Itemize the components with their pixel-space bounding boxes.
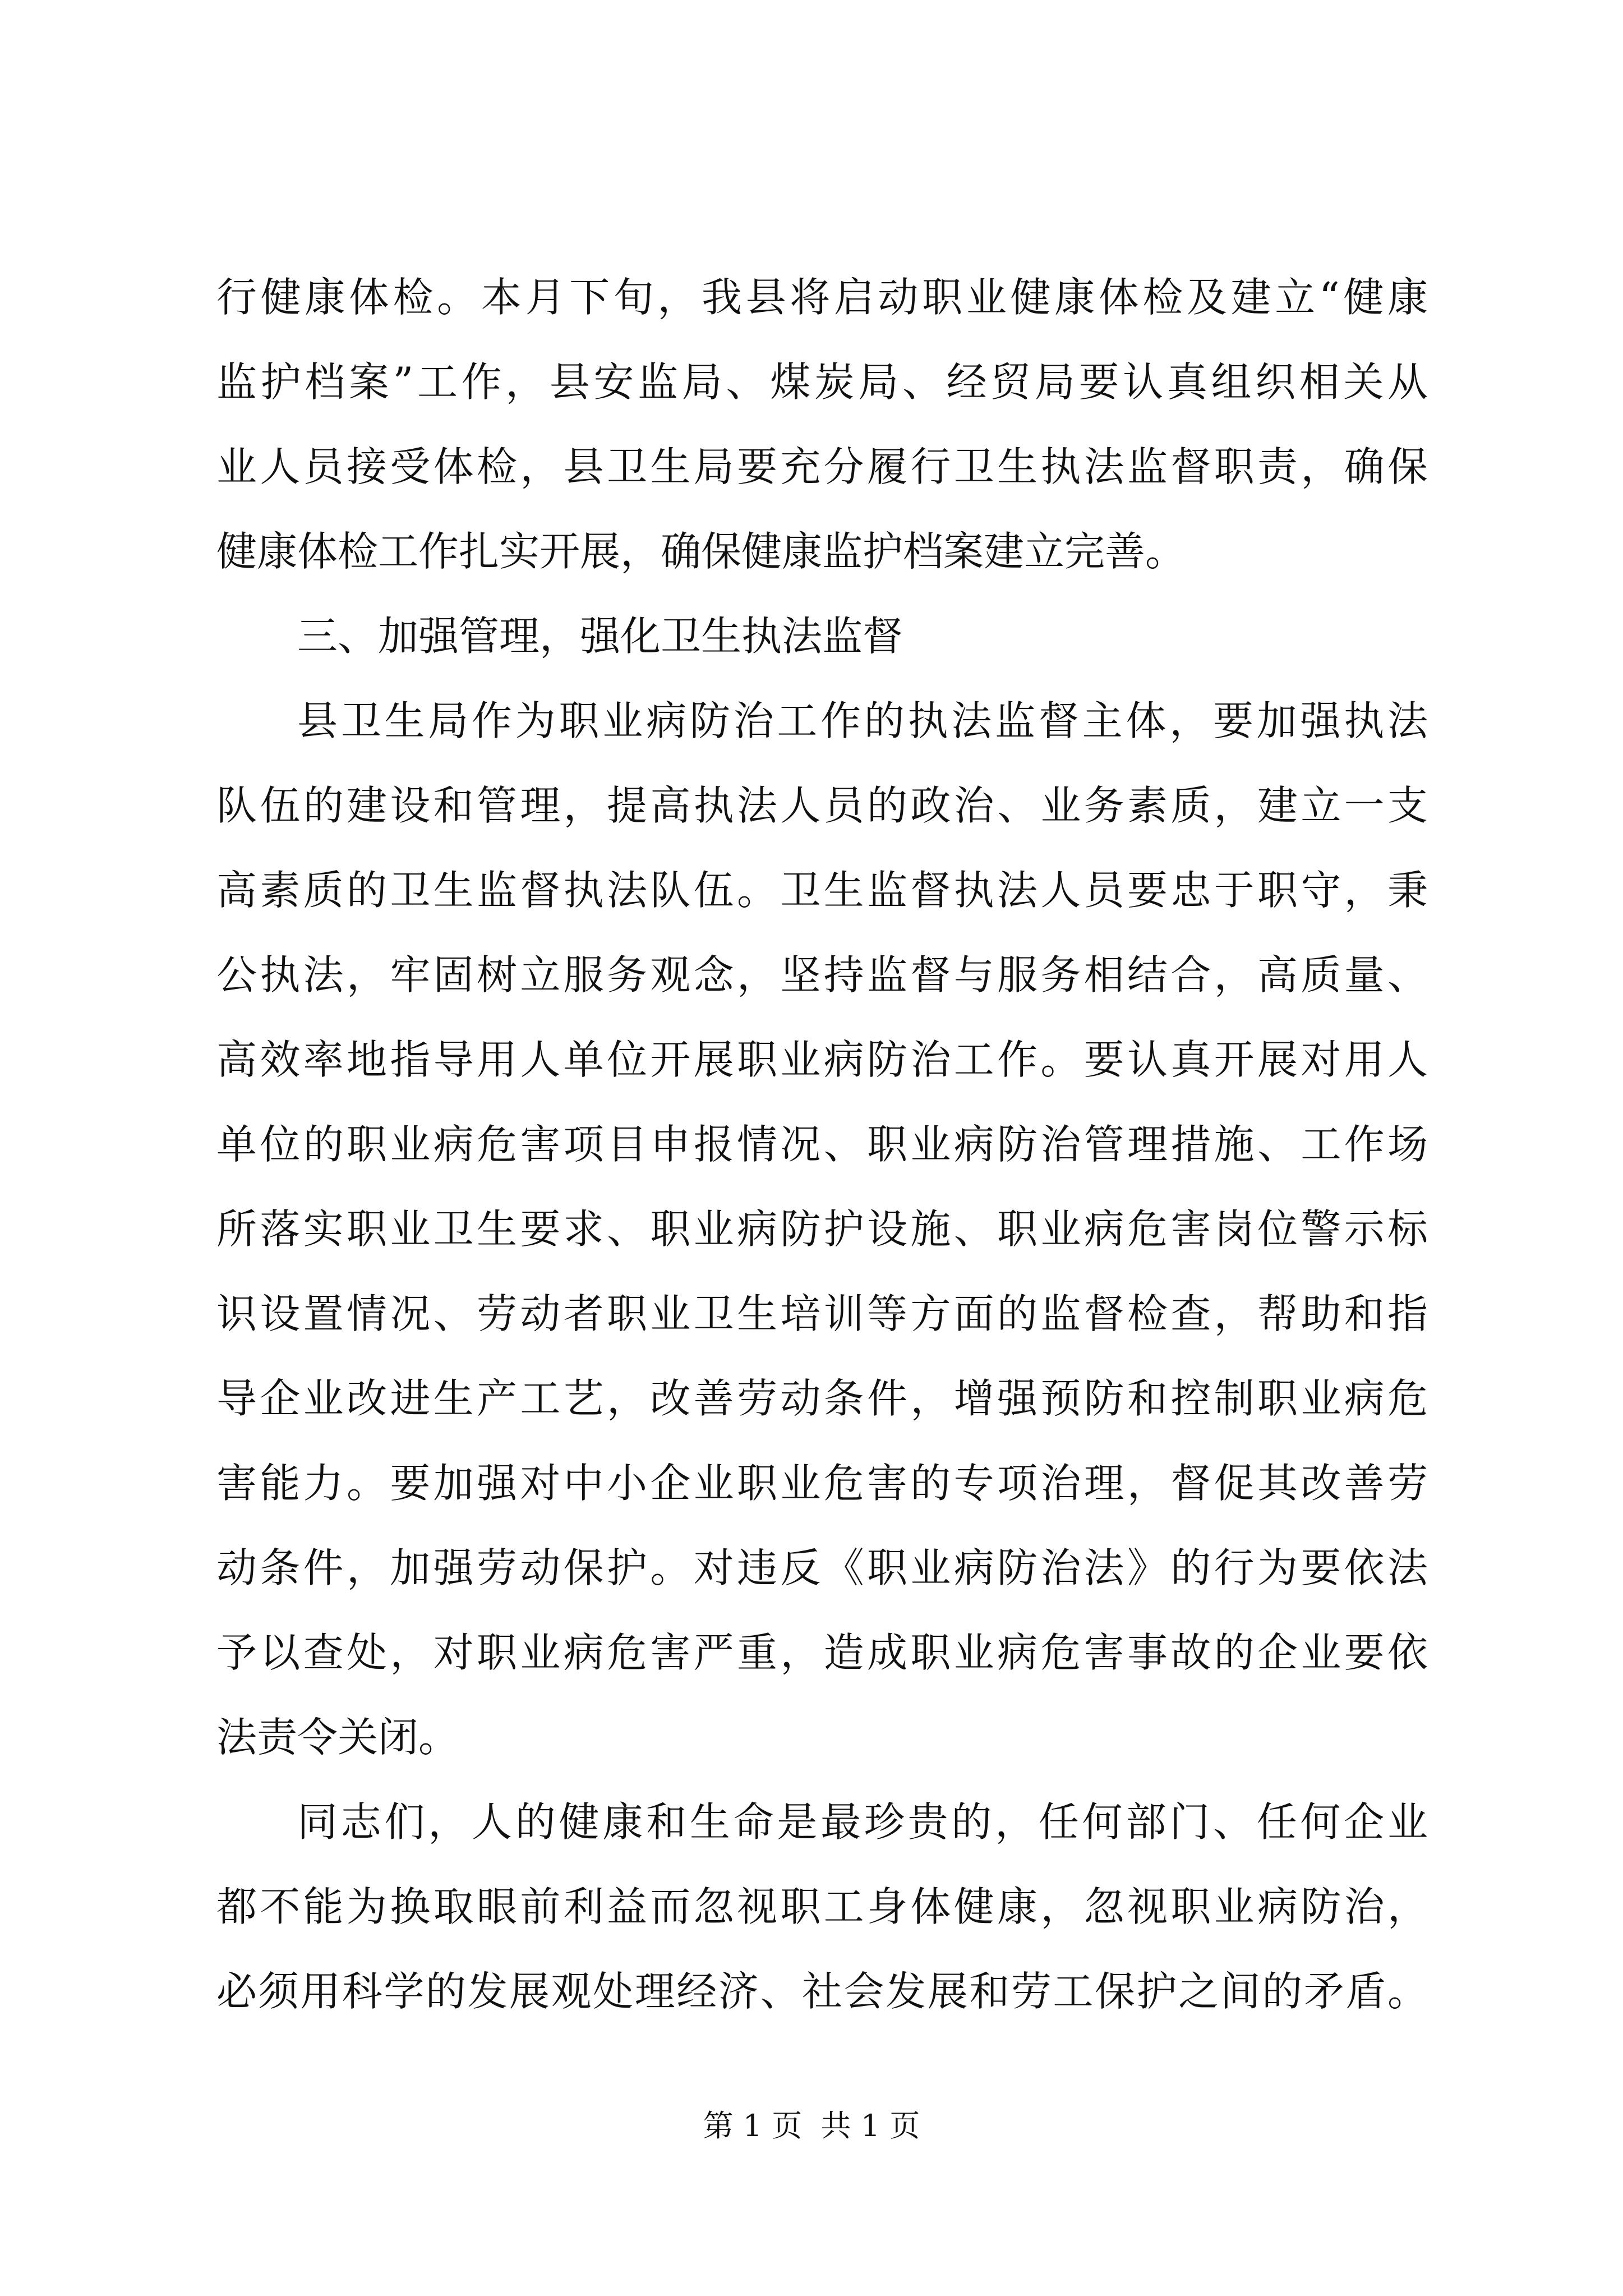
page-total: 共 1 页 xyxy=(820,2108,920,2143)
page-footer xyxy=(0,2106,1623,2146)
text-line-15: 害能力。要加强对中小企业职业危害的专项治理，督促其改善劳 xyxy=(216,1460,1428,1507)
text-line-9: 公执法，牢固树立服务观念，坚持监督与服务相结合，高质量、 xyxy=(216,951,1428,999)
text-line-11: 单位的职业病危害项目申报情况、职业病防治管理措施、工作场 xyxy=(216,1121,1428,1168)
text-line-18: 法责令关闭。 xyxy=(216,1714,459,1761)
text-line-6: 县卫生局作为职业病防治工作的执法监督主体，要加强执法 xyxy=(297,697,1428,744)
section-heading: 三、加强管理，强化卫生执法监督 xyxy=(297,613,903,660)
text-line-14: 导企业改进生产工艺，改善劳动条件，增强预防和控制职业病危 xyxy=(216,1375,1428,1422)
text-line-16: 动条件，加强劳动保护。对违反《职业病防治法》的行为要依法 xyxy=(216,1544,1428,1591)
text-line-13: 识设置情况、劳动者职业卫生培训等方面的监督检查，帮助和指 xyxy=(216,1290,1428,1337)
text-line-3: 业人员接受体检，县卫生局要充分履行卫生执法监督职责，确保 xyxy=(216,443,1428,490)
text-line-7: 队伍的建设和管理，提高执法人员的政治、业务素质，建立一支 xyxy=(216,782,1428,829)
text-line-1: 行健康体检。本月下旬，我县将启动职业健康体检及建立“健康 xyxy=(216,274,1428,321)
text-line-19: 同志们，人的健康和生命是最珍贵的，任何部门、任何企业 xyxy=(297,1798,1428,1846)
text-line-10: 高效率地指导用人单位开展职业病防治工作。要认真开展对用人 xyxy=(216,1036,1428,1083)
text-line-12: 所落实职业卫生要求、职业病防护设施、职业病危害岗位警示标 xyxy=(216,1205,1428,1253)
text-line-2: 监护档案”工作，县安监局、煤炭局、经贸局要认真组织相关从 xyxy=(216,358,1428,406)
text-line-8: 高素质的卫生监督执法队伍。卫生监督执法人员要忠于职守，秉 xyxy=(216,867,1428,914)
text-line-20: 都不能为换取眼前利益而忽视职工身体健康，忽视职业病防治， xyxy=(216,1883,1428,1930)
page-number: 第 1 页 xyxy=(703,2108,803,2143)
body-text xyxy=(216,255,1428,2034)
text-line-4: 健康体检工作扎实开展，确保健康监护档案建立完善。 xyxy=(216,528,1186,575)
text-line-17: 予以查处，对职业病危害严重，造成职业病危害事故的企业要依 xyxy=(216,1629,1428,1676)
text-line-21: 必须用科学的发展观处理经济、社会发展和劳工保护之间的矛盾。 xyxy=(216,1968,1428,2015)
